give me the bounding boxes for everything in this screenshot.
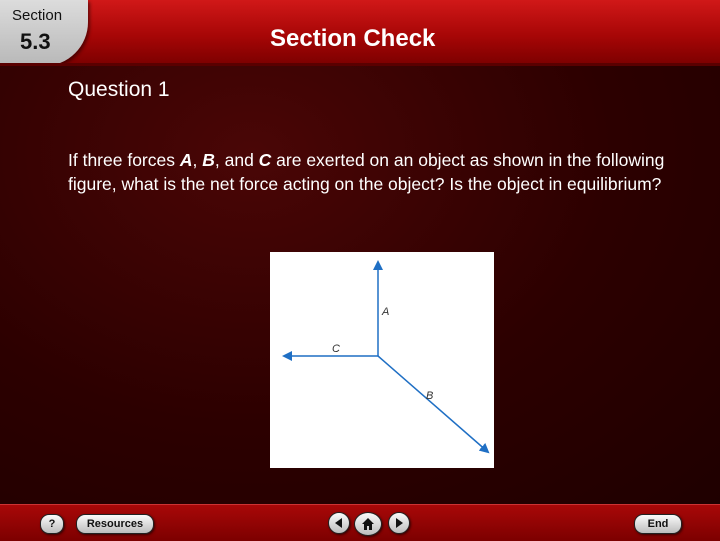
resources-button[interactable]: Resources (76, 514, 154, 534)
figure-label-c: C (332, 343, 340, 355)
force-diagram (270, 252, 494, 468)
home-button[interactable] (354, 512, 382, 536)
question-text (68, 148, 678, 196)
page-title: Section Check (270, 25, 436, 52)
question-text-sep2: , and (214, 150, 259, 170)
next-button[interactable] (388, 512, 410, 534)
end-button[interactable]: End (634, 514, 682, 534)
home-icon (361, 517, 375, 531)
help-button[interactable]: ? (40, 514, 64, 534)
force-b-arrow (378, 356, 488, 452)
force-c-label: C (258, 150, 272, 170)
prev-button[interactable] (328, 512, 350, 534)
question-text-part2: are exerted on an object as shown in the following figure, what is the net force acting on the object? Is the object in equilibrium? (68, 150, 665, 194)
question-title: Question 1 (68, 78, 170, 101)
question-text-sep1: , (192, 150, 203, 170)
prev-icon (333, 517, 345, 529)
figure-label-a: A (382, 306, 390, 318)
header-bar (0, 0, 720, 66)
section-number: 5.3 (20, 29, 51, 54)
section-tab (0, 0, 88, 66)
force-a-label: A (179, 150, 193, 170)
force-diagram-svg (270, 252, 494, 468)
figure-label-b: B (426, 390, 434, 402)
question-text-part1: If three forces (68, 150, 180, 170)
footer-bar (0, 504, 720, 541)
next-icon (393, 517, 405, 529)
section-label: Section (12, 7, 63, 24)
force-b-label: B (202, 150, 215, 170)
